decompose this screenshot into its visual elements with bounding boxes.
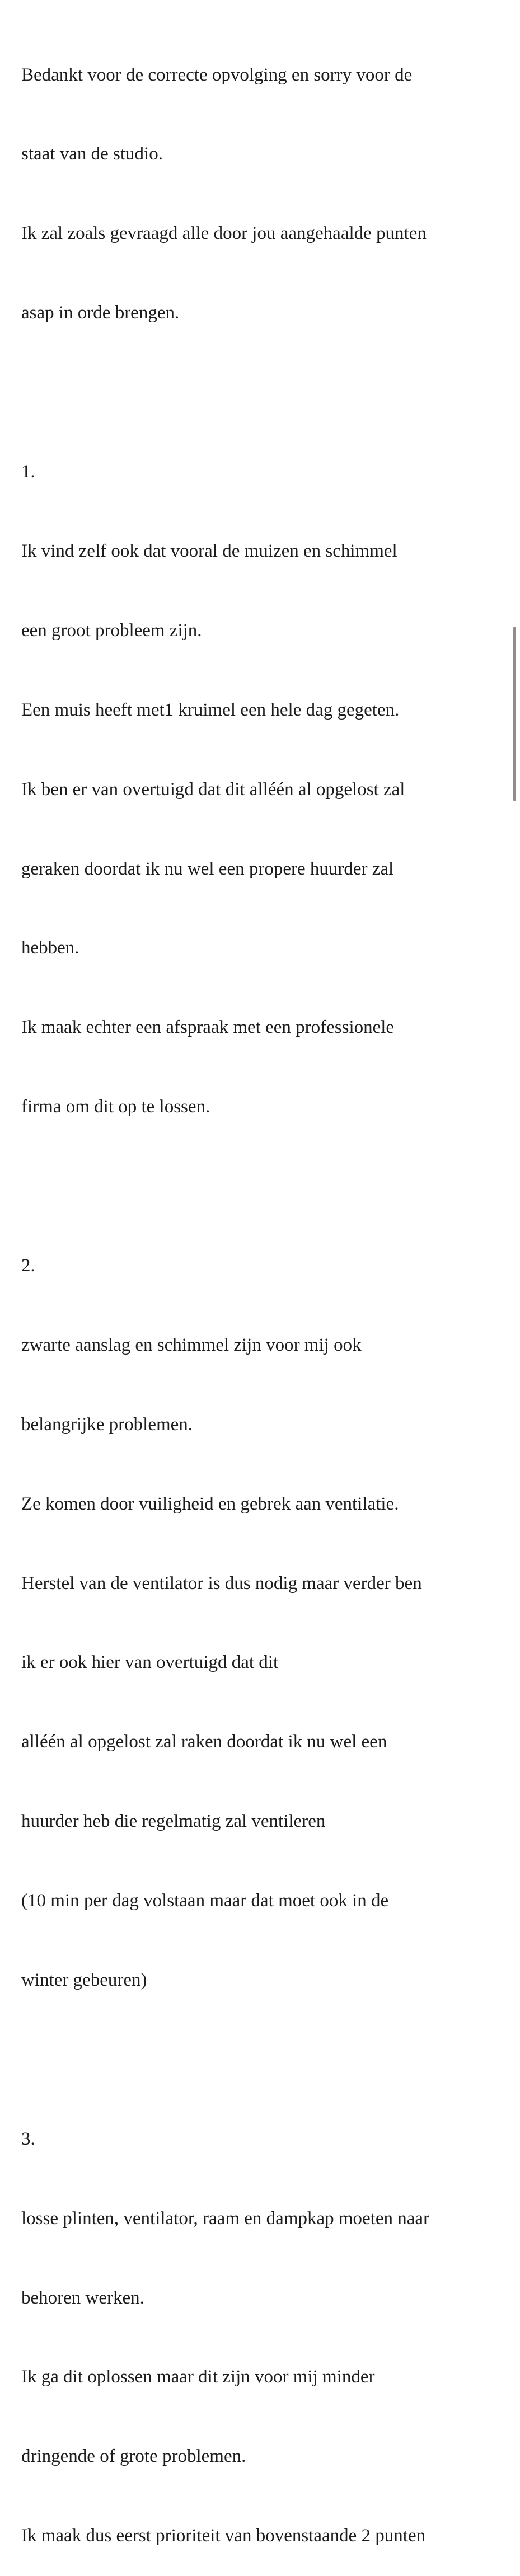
text-line: Ik vind zelf ook dat vooral de muizen en schimmel: [21, 540, 397, 561]
scrollbar-thumb[interactable]: [513, 627, 516, 801]
text-line: geraken doordat ik nu wel een propere huurder zal: [21, 858, 394, 879]
text-line: Ze komen door vuiligheid en gebrek aan ventilatie.: [21, 1493, 399, 1514]
text-line: Ik maak dus eerst prioriteit van bovenstaande 2 punten: [21, 2526, 426, 2546]
text-line: Ik ga dit oplossen maar dit zijn voor mij minder: [21, 2367, 375, 2387]
text-line: hebben.: [21, 938, 79, 958]
section-number: 1.: [21, 462, 35, 482]
text-line: Ik maak echter een afspraak met een professionele: [21, 1017, 395, 1038]
text-line: Ik ben er van overtuigd dat dit alléén al opgelost zal: [21, 779, 405, 800]
text-line: staat van de studio.: [21, 144, 163, 164]
section-number: 2.: [21, 1255, 35, 1276]
text-line: ik er ook hier van overtuigd dat dit: [21, 1652, 279, 1673]
text-line: Herstel van de ventilator is dus nodig maar verder ben: [21, 1573, 422, 1593]
section-number: 3.: [21, 2128, 35, 2149]
text-line: winter gebeuren): [21, 1969, 147, 1990]
text-line: Een muis heeft met1 kruimel een hele dag gegeten.: [21, 699, 400, 720]
blank-line: [21, 379, 508, 406]
text-line: huurder heb die regelmatig zal ventileren: [21, 1811, 326, 1832]
text-line: zwarte aanslag en schimmel zijn voor mij ook: [21, 1334, 362, 1355]
text-line: een groot probleem zijn.: [21, 620, 202, 641]
text-line: behoren werken.: [21, 2287, 144, 2308]
text-line: Ik zal zoals gevraagd alle door jou aangehaalde punten: [21, 223, 427, 244]
text-line: belangrijke problemen.: [21, 1414, 193, 1435]
text-line: asap in orde brengen.: [21, 303, 180, 323]
blank-line: [21, 2047, 508, 2073]
text-line: alléén al opgelost zal raken doordat ik nu wel een: [21, 1732, 387, 1752]
text-line: firma om dit op te lossen.: [21, 1097, 210, 1117]
message-body: [21, 9, 508, 2576]
blank-line: [21, 1173, 508, 1200]
text-line: dringende of grote problemen.: [21, 2446, 246, 2467]
text-line: (10 min per dag volstaan maar dat moet ook in de: [21, 1891, 389, 1911]
text-line: losse plinten, ventilator, raam en dampkap moeten naar: [21, 2208, 430, 2229]
text-line: Bedankt voor de correcte opvolging en sorry voor de: [21, 64, 413, 85]
